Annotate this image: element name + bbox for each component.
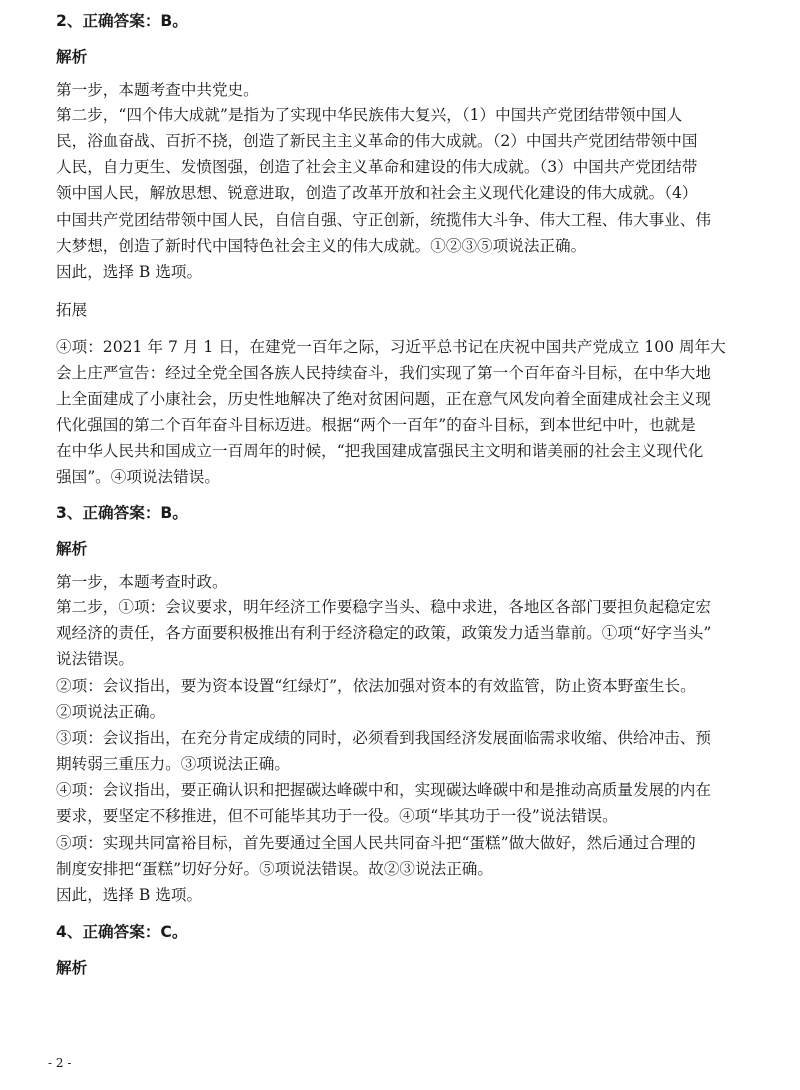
q3-analysis-line: ⑤项：实现共同富裕目标，首先要通过全国人民共同奋斗把“蛋糕”做大做好，然后通过合理的 — [56, 834, 696, 852]
q3-analysis-line: ④项：会议指出，要正确认识和把握碳达峰碳中和，实现碳达峰碳中和是推动高质量发展的内在 — [56, 781, 711, 799]
q3-analysis-line: 要求，要坚定不移推进，但不可能毕其功于一役。④项“毕其功于一役”说法错误。 — [56, 807, 618, 825]
q3-analysis-line: 制度安排把“蛋糕”切好分好。⑤项说法错误。故②③说法正确。 — [56, 860, 493, 878]
q2-analysis-line: 第二步，“四个伟大成就”是指为了实现中华民族伟大复兴，（1）中国共产党团结带领中国人 — [56, 106, 683, 124]
q2-answer-heading: 2、正确答案：B。 — [56, 12, 188, 30]
q2-analysis-label: 解析 — [56, 48, 88, 66]
q2-analysis-line: 第一步，本题考查中共党史。 — [56, 81, 259, 99]
q2-extension-line: 上全面建成了小康社会，历史性地解决了绝对贫困问题，正在意气风发向着全面建成社会主义现 — [56, 390, 711, 408]
q2-extension-line: 代化强国的第二个百年奋斗目标迈进。根据“两个一百年”的奋斗目标，到本世纪中叶，也就是 — [56, 416, 696, 434]
q2-analysis-line: 因此，选择 B 选项。 — [56, 263, 203, 281]
q2-analysis-line: 中国共产党团结带领中国人民，自信自强、守正创新，统揽伟大斗争、伟大工程、伟大事业、伟 — [56, 211, 711, 229]
q2-extension-line: ④项：2021 年 7 月 1 日，在建党一百年之际，习近平总书记在庆祝中国共产党成立 100 周年大 — [56, 338, 726, 356]
q2-extension-line: 在中华人民共和国成立一百周年的时候，“把我国建成富强民主文明和谐美丽的社会主义现代化 — [56, 442, 704, 460]
q3-analysis-line: 第二步，①项：会议要求，明年经济工作要稳字当头、稳中求进，各地区各部门要担负起稳定宏 — [56, 598, 711, 616]
q3-analysis-line: 期转弱三重压力。③项说法正确。 — [56, 755, 290, 773]
q2-extension-line: 会上庄严宣告：经过全党全国各族人民持续奋斗，我们实现了第一个百年奋斗目标，在中华大地 — [56, 364, 711, 382]
q2-extension-line: 强国”。④项说法错误。 — [56, 468, 220, 486]
q2-analysis-line: 大梦想，创造了新时代中国特色社会主义的伟大成就。①②③⑤项说法正确。 — [56, 237, 587, 255]
page-number: - 2 - — [48, 1056, 72, 1070]
q3-analysis-label: 解析 — [56, 540, 88, 558]
q3-analysis-line: 第一步，本题考查时政。 — [56, 573, 228, 591]
q2-analysis-line: 民，浴血奋战、百折不挠，创造了新民主主义革命的伟大成就。（2）中国共产党团结带领中国 — [56, 132, 698, 150]
q4-answer-heading: 4、正确答案：C。 — [56, 923, 188, 941]
q3-analysis-line: 说法错误。 — [56, 650, 134, 668]
q2-extension-label: 拓展 — [56, 301, 88, 319]
q2-analysis-line: 人民，自力更生、发愤图强，创造了社会主义革命和建设的伟大成就。（3）中国共产党团结带 — [56, 158, 698, 176]
q3-analysis-line: ②项：会议指出，要为资本设置“红绿灯”，依法加强对资本的有效监管，防止资本野蛮生长。 — [56, 677, 696, 695]
q3-analysis-line: ③项：会议指出，在充分肯定成绩的同时，必须看到我国经济发展面临需求收缩、供给冲击、预 — [56, 729, 711, 747]
q4-analysis-label: 解析 — [56, 959, 88, 977]
q3-answer-heading: 3、正确答案：B。 — [56, 504, 188, 522]
q3-analysis-line: ②项说法正确。 — [56, 703, 166, 721]
q3-analysis-line: 观经济的责任，各方面要积极推出有利于经济稳定的政策，政策发力适当靠前。①项“好字当头” — [56, 624, 712, 642]
q3-analysis-line: 因此，选择 B 选项。 — [56, 886, 203, 904]
q2-analysis-line: 领中国人民，解放思想、锐意进取，创造了改革开放和社会主义现代化建设的伟大成就。（4） — [56, 184, 698, 202]
